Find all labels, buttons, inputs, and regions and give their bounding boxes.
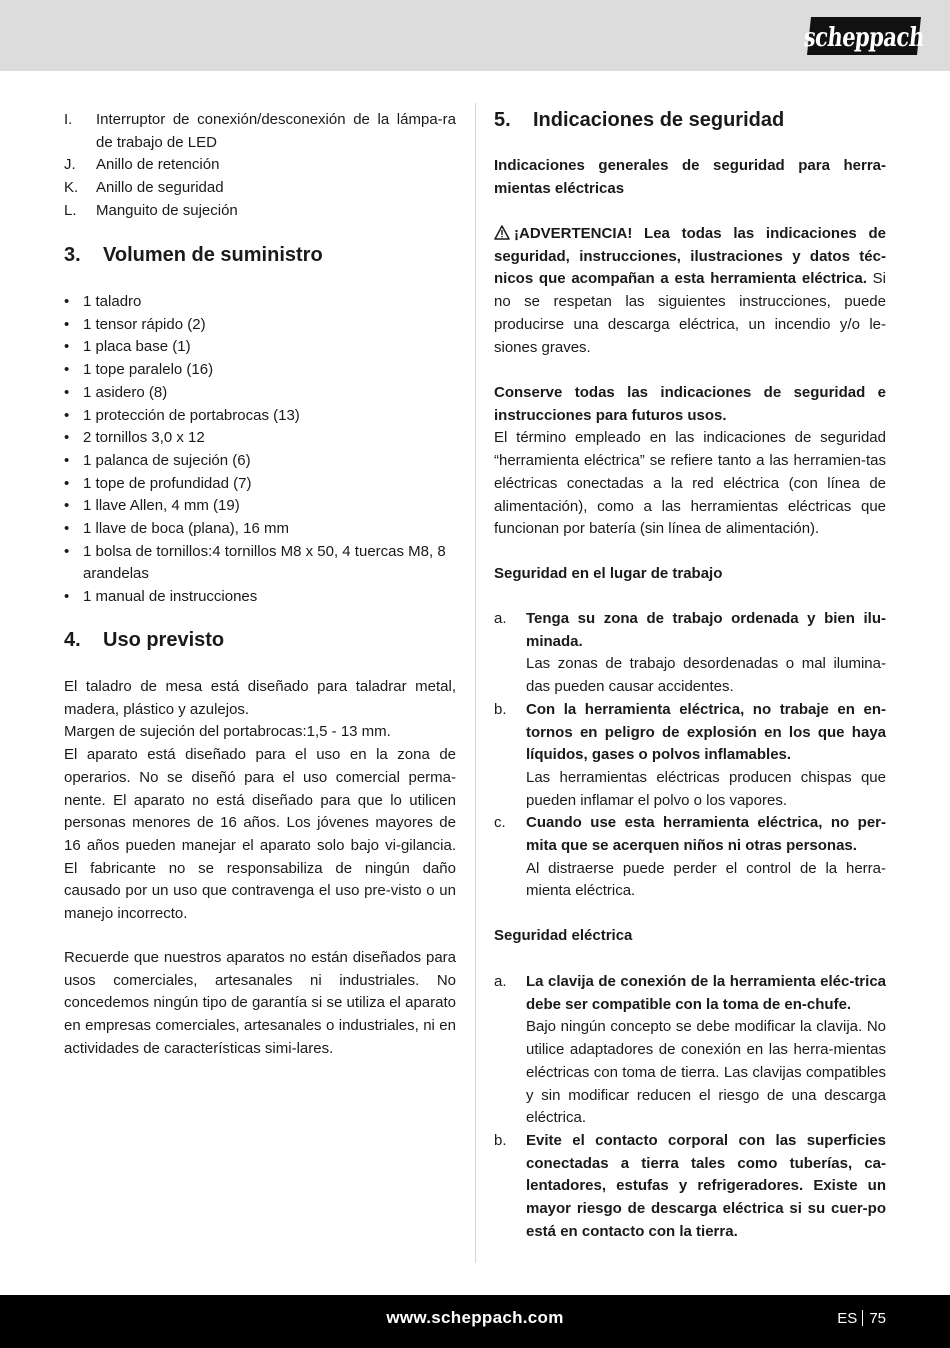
supply-list <box>64 291 456 609</box>
list-item: • 1 llave de boca (plana), 16 mm <box>64 520 289 538</box>
list-item: b. Evite el contacto corporal con las superficies conectadas a tierra tales como tuberías, ca-lentadores, estufas y refrigeradores. Existe un mayor riesgo de descarga eléctrica si su cuer-po está en contacto con la tierra. <box>494 1131 886 1240</box>
warning-triangle-icon <box>494 225 510 240</box>
list-item: • 1 tensor rápido (2) <box>64 315 206 333</box>
parts-list-continued <box>64 109 456 223</box>
column-divider <box>475 103 476 1263</box>
list-item: • 1 bolsa de tornillos:4 tornillos M8 x 50, 4 tuercas M8, 8 arandelas <box>64 542 446 583</box>
commercial-use-paragraph: Recuerde que nuestros aparatos no están diseñados para usos comerciales, artesanales ni industriales. No concedemos ningún tipo de garantía si se utiliza el aparato en empresas comerciales, artesanales o industriales, ni en actividades de características simi-lares. <box>64 949 456 1057</box>
parts-item: J. Anillo de retención <box>64 156 220 174</box>
parts-item: I. Interruptor de conexión/desconexión de la lámpa-ra de trabajo de LED <box>64 111 456 151</box>
general-safety-heading: Indicaciones generales de seguridad para herra-mientas eléctricas <box>494 157 886 197</box>
list-item: • 1 taladro <box>64 293 142 310</box>
list-item: c. Cuando use esta herramienta eléctrica, no per-mita que se acerquen niños ni otras personas. Al distraerse puede perder el control de la herra-mienta eléctrica. <box>494 814 886 900</box>
website-link[interactable]: www.scheppach.com <box>386 1308 564 1327</box>
keep-instructions-block: Conserve todas las indicaciones de seguridad e instrucciones para futuros usos. El término empleado en las indicaciones de seguridad “herramienta eléctrica” se refiere tanto a las herramien-tas eléctricas conectadas a la red eléctrica (con línea de alimentación), como a las herramientas eléctricas que funcionan por batería (sin línea de alimentación). <box>494 384 886 538</box>
section-3-heading: 3. Volumen de suministro <box>64 244 323 266</box>
workplace-list <box>494 608 886 903</box>
section-4-heading: 4. Uso previsto <box>64 629 225 651</box>
workplace-safety-heading: Seguridad en el lugar de trabajo <box>494 565 723 582</box>
list-item: b. Con la herramienta eléctrica, no trabaje en en-tornos en peligro de explosión en los que haya líquidos, gases o polvos inflamables. Las herramientas eléctricas producen chispas que pueden inflamar el polvo o los vapores. <box>494 700 886 809</box>
intended-use-paragraph: El taladro de mesa está diseñado para taladrar metal, madera, plástico y azulejos. Margen de sujeción del portabrocas:1,5 - 13 mm. El aparato está diseñado para el uso en la zona de operarios. No se diseñó para el uso comercial perma-nente. El aparato no está diseñado para que lo utilicen personas menores de 16 años. Los jóvenes mayores de 16 años pueden manejar el aparato solo bajo vi-gilancia. El fabricante no se responsabiliza de ningún daño causado por un uso que contravenga el uso pre-visto o un manejo incorrecto. <box>64 678 456 923</box>
list-item: • 2 tornillos 3,0 x 12 <box>64 429 205 447</box>
list-item: • 1 protección de portabrocas (13) <box>64 406 300 424</box>
parts-item: L. Manguito de sujeción <box>64 201 238 219</box>
section-5-heading: 5. Indicaciones de seguridad <box>494 109 785 131</box>
electrical-safety-heading: Seguridad eléctrica <box>494 927 633 944</box>
list-item: • 1 asidero (8) <box>64 383 168 401</box>
list-item: • 1 llave Allen, 4 mm (19) <box>64 497 240 515</box>
list-item: • 1 tope de profundidad (7) <box>64 474 252 492</box>
electrical-list <box>494 971 886 1243</box>
page-footer <box>0 1295 950 1348</box>
page-header <box>0 0 950 71</box>
list-item: • 1 placa base (1) <box>64 338 191 356</box>
list-item: a. Tenga su zona de trabajo ordenada y bien ilu-minada. Las zonas de trabajo desordenadas o mal ilumina-das pueden causar accidentes. <box>494 610 886 696</box>
page-number: ES 75 <box>837 1310 886 1327</box>
warning-block: ¡ADVERTENCIA! Lea todas las indicaciones de seguridad, instrucciones, ilustraciones y datos téc-nicos que acompañan a esta herramienta eléctrica. Si no se respetan las siguientes instrucciones, puede producirse una descarga eléctrica, un incendio y/o le-siones graves. <box>494 225 886 356</box>
list-item: a. La clavija de conexión de la herramienta eléc-trica debe ser compatible con la toma de en-chufe. Bajo ningún concepto se debe modificar la clavija. No utilice adaptadores de conexión en las herra-mientas eléctricas con toma de tierra. Las clavijas compatibles y sin modificar reducen el riesgo de una descarga eléctrica. <box>494 973 886 1127</box>
parts-item: K. Anillo de seguridad <box>64 179 224 197</box>
list-item: • 1 manual de instrucciones <box>64 588 258 606</box>
scheppach-logo: scheppach <box>807 17 921 55</box>
list-item: • 1 palanca de sujeción (6) <box>64 451 251 469</box>
list-item: • 1 tope paralelo (16) <box>64 361 214 379</box>
